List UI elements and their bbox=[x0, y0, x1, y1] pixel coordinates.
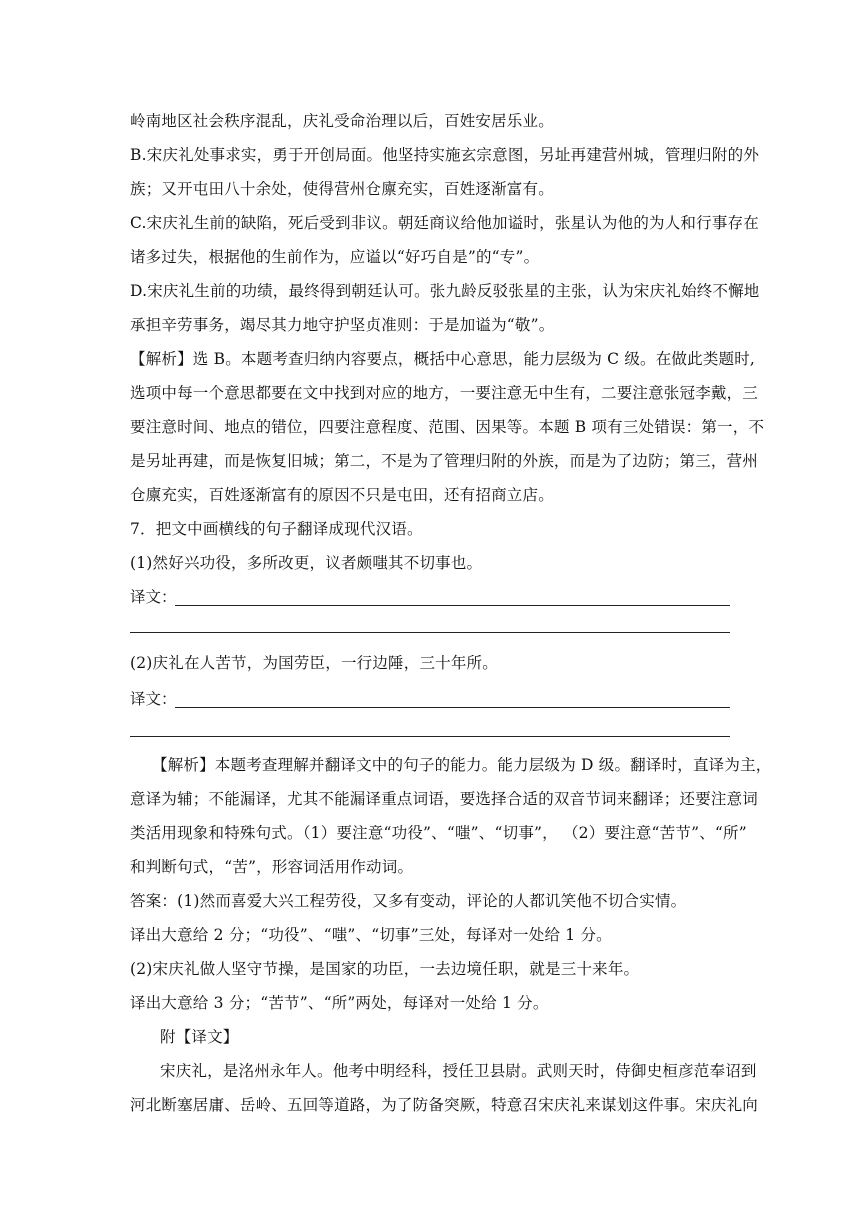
question-7-sentence-1: (1)然好兴功役，多所改更，议者颇嗤其不切事也。 bbox=[130, 554, 483, 572]
appendix-heading: 附【译文】 bbox=[160, 1028, 239, 1046]
scoring-1: 译出大意给 2 分；“功役”、“嗤”、“切事”三处，每译对一处给 1 分。 bbox=[130, 926, 612, 944]
analysis-6-line-3: 要注意时间、地点的错位，四要注意程度、范围、因果等。本题 B 项有三处错误：第一，不 bbox=[130, 418, 765, 436]
analysis-6-line-4: 是另址再建，而是恢复旧城；第二，不是为了管理归附的外族，而是为了边防；第三，营州 bbox=[130, 452, 759, 470]
analysis-6-line-2: 选项中每一个意思都要在文中找到对应的地方，一要注意无中生有，二要注意张冠李戴，三 bbox=[130, 384, 759, 402]
analysis-7-line-1: 【解析】本题考查理解并翻译文中的句子的能力。能力层级为 D 级。翻译时，直译为主， bbox=[152, 756, 772, 774]
analysis-6-line-1: 【解析】选 B。本题考查归纳内容要点，概括中心意思，能力层级为 C 级。在做此类题时, bbox=[130, 350, 756, 368]
translation-answer-2 bbox=[130, 688, 730, 710]
question-7-sentence-2: (2)庆礼在人苦节，为国劳臣，一行边陲，三十年所。 bbox=[130, 654, 498, 672]
answer-blank-line bbox=[130, 736, 730, 737]
analysis-7-line-4: 和判断句式，“苦”，形容词活用作动词。 bbox=[130, 858, 414, 876]
option-b-line-2: 族；又开屯田八十余处，使得营州仓廪充实，百姓逐渐富有。 bbox=[130, 180, 554, 198]
option-b-line-1: B.宋庆礼处事求实，勇于开创局面。他坚持实施玄宗意图，另址再建营州城，管理归附的外 bbox=[130, 146, 760, 164]
analysis-7-line-2: 意译为辅；不能漏译，尤其不能漏译重点词语，要选择合适的双音节词来翻译；还要注意词 bbox=[130, 790, 759, 808]
answer-underline bbox=[175, 605, 730, 606]
translation-text-line-1: 宋庆礼，是洺州永年人。他考中明经科，授任卫县尉。武则天时，侍御史桓彦范奉诏到 bbox=[160, 1062, 757, 1080]
answer-underline bbox=[175, 707, 730, 708]
answer-2: (2)宋庆礼做人坚守节操，是国家的功臣，一去边境任职，就是三十来年。 bbox=[130, 960, 640, 978]
translation-label: 译文： bbox=[130, 588, 177, 606]
translation-text-line-2: 河北断塞居庸、岳岭、五回等道路，为了防备突厥，特意召宋庆礼来谋划这件事。宋庆礼向 bbox=[130, 1096, 759, 1114]
answer-blank-line bbox=[130, 632, 730, 633]
translation-answer-1 bbox=[130, 586, 730, 608]
analysis-6-line-5: 仓廪充实，百姓逐渐富有的原因不只是屯田，还有招商立店。 bbox=[130, 486, 554, 504]
question-7-heading: 7．把文中画横线的句子翻译成现代汉语。 bbox=[130, 520, 423, 538]
option-d-line-2: 承担辛劳事务，竭尽其力地守护坚贞准则：于是加谥为“敬”。 bbox=[130, 316, 555, 334]
analysis-7-line-3: 类活用现象和特殊句式。（1）要注意“功役”、“嗤”、“切事”， （2）要注意“苦节”、“所” bbox=[130, 824, 747, 842]
option-c-line-1: C.宋庆礼生前的缺陷，死后受到非议。朝廷商议给他加谥时，张星认为他的为人和行事存在 bbox=[130, 214, 759, 232]
translation-label: 译文： bbox=[130, 690, 177, 708]
option-c-line-2: 诸多过失，根据他的生前作为，应谥以“好巧自是”的“专”。 bbox=[130, 248, 540, 266]
option-a-tail: 岭南地区社会秩序混乱，庆礼受命治理以后，百姓安居乐业。 bbox=[130, 112, 554, 130]
option-d-line-1: D.宋庆礼生前的功绩，最终得到朝廷认可。张九龄反驳张星的主张，认为宋庆礼始终不懈地 bbox=[130, 282, 760, 300]
scoring-2: 译出大意给 3 分；“苦节”、“所”两处，每译对一处给 1 分。 bbox=[130, 994, 549, 1012]
answer-1: 答案：(1)然而喜爱大兴工程劳役，又多有变动，评论的人都讥笑他不切合实情。 bbox=[130, 892, 687, 910]
